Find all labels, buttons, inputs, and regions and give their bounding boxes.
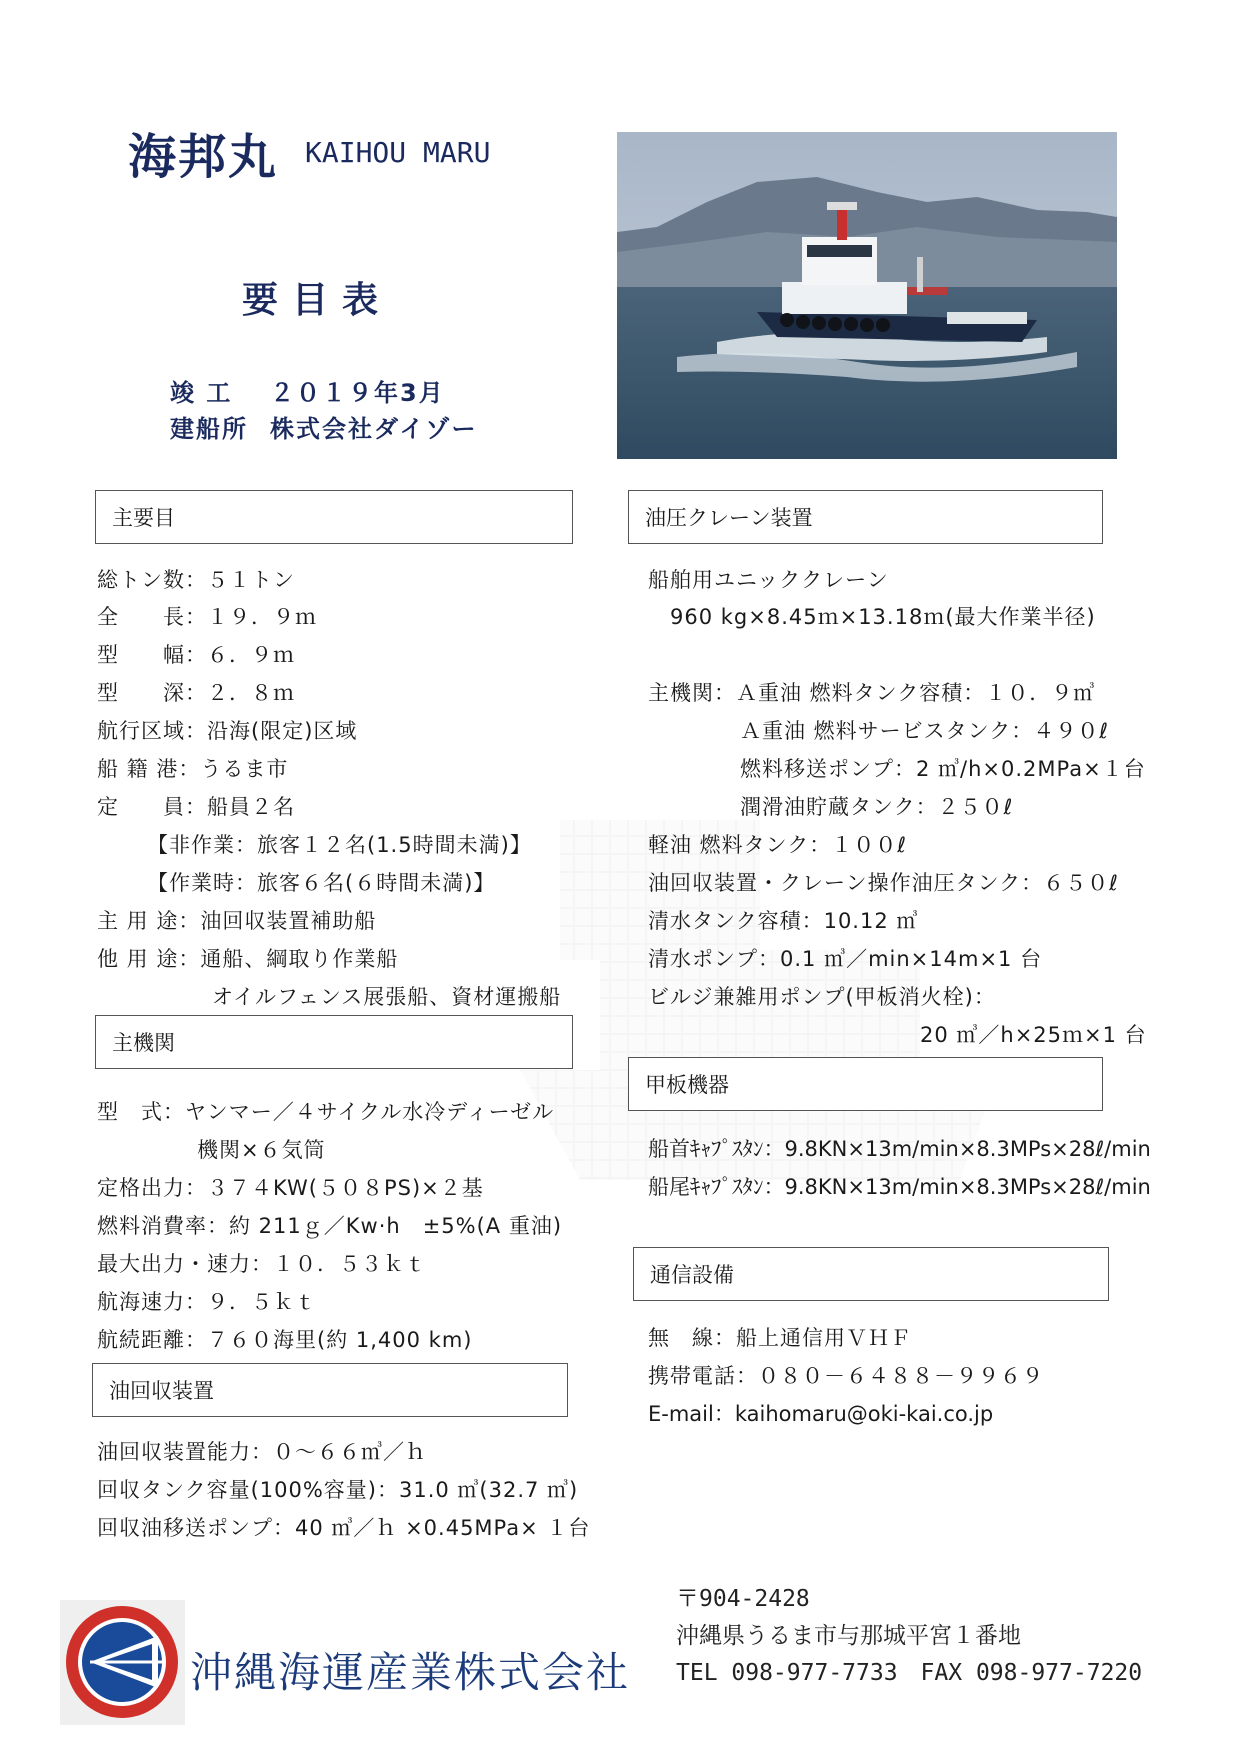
engine-line: 航海速力：９．５ｋｔ	[97, 1290, 317, 1314]
deck-line: 船尾ｷｬﾌﾟｽﾀﾝ：9.8KN×13m/min×8.3MPs×28ℓ/min	[648, 1175, 1151, 1199]
main-spec-line: 【非作業：旅客１２名(1.5時間未満)】	[147, 833, 532, 857]
crane-line: 清水ポンプ：0.1 ㎥／min×14m×1 台	[648, 947, 1043, 971]
section-heading-main-engine	[95, 1015, 573, 1069]
section-heading-deck	[628, 1057, 1103, 1111]
document-title: 要目表	[242, 280, 393, 321]
completion-value: ２０１９年3月	[270, 379, 445, 407]
main-specs-heading-text: 主要目	[112, 506, 175, 530]
crane-line: 軽油 燃料タンク：１００ℓ	[648, 833, 907, 857]
engine-line: 定格出力：３７４KW(５０８PS)×２基	[97, 1176, 484, 1200]
main-spec-line: 主 用 途：油回収装置補助船	[97, 909, 377, 933]
engine-line: 最大出力・速力：１０．５３ｋｔ	[97, 1252, 427, 1276]
engine-line: 航続距離：７６０海里(約 1,400 km)	[97, 1328, 473, 1352]
company-name: 沖縄海運産業株式会社	[190, 1648, 631, 1697]
crane-line: 960 kg×8.45ｍ×13.18ｍ(最大作業半径)	[670, 605, 1096, 629]
oil-recovery-line: 油回収装置能力：０～６６㎥／ｈ	[97, 1440, 427, 1464]
engine-line: 型 式：ヤンマー／４サイクル水冷ディーゼル	[97, 1100, 555, 1124]
company-address: 沖縄県うるま市与那城平宮１番地	[676, 1623, 1021, 1649]
crane-line: 清水タンク容積：10.12 ㎥	[648, 909, 919, 933]
crane-line: 20 ㎥／h×25ｍ×1 台	[920, 1023, 1147, 1047]
main-engine-heading-text: 主機関	[112, 1031, 175, 1055]
section-heading-oil-recovery	[92, 1363, 568, 1417]
crane-line: 潤滑油貯蔵タンク：２５０ℓ	[740, 795, 1014, 819]
oil-recovery-heading-text: 油回収装置	[109, 1379, 214, 1403]
completion-label: 竣 工	[170, 379, 233, 407]
company-phone-fax: TEL 098-977-7733 FAX 098-977-7220	[676, 1660, 1143, 1686]
main-spec-line: 全 長：１９．９ｍ	[97, 605, 317, 629]
section-heading-crane	[628, 490, 1103, 544]
builder-label: 建船所	[170, 415, 248, 443]
ship-name-en: KAIHOU MARU	[305, 136, 491, 169]
comms-email[interactable]: E-mail：kaihomaru@oki-kai.co.jp	[648, 1402, 994, 1426]
main-spec-line: オイルフェンス展張船、資材運搬船	[212, 985, 562, 1009]
crane-line: 燃料移送ポンプ：2 ㎥/h×0.2MPa×１台	[740, 757, 1146, 781]
main-spec-line: 総トン数：５１トン	[97, 568, 295, 592]
ship-name-jp: 海邦丸	[128, 129, 279, 185]
comms-line: 無 線：船上通信用ＶＨＦ	[648, 1326, 912, 1350]
oil-recovery-line: 回収タンク容量(100%容量)：31.0 ㎥(32.7 ㎥)	[97, 1478, 579, 1502]
main-spec-line: 他 用 途：通船、綱取り作業船	[97, 947, 399, 971]
comms-line: 携帯電話：０８０－６４８８－９９６９	[648, 1364, 1044, 1388]
oil-recovery-line: 回収油移送ポンプ：40 ㎥／ｈ ×0.45MPa× １台	[97, 1516, 591, 1540]
builder-value: 株式会社ダイゾー	[270, 415, 478, 443]
comms-heading-text: 通信設備	[650, 1263, 734, 1287]
main-spec-line: 船 籍 港：うるま市	[97, 757, 289, 781]
crane-line: 油回収装置・クレーン操作油圧タンク：６５０ℓ	[648, 871, 1119, 895]
postal-code: 〒904-2428	[676, 1586, 810, 1612]
crane-line: Ａ重油 燃料サービスタンク：４９０ℓ	[740, 719, 1109, 743]
deck-heading-text: 甲板機器	[645, 1073, 729, 1097]
ship-photo-image	[617, 132, 1117, 459]
engine-line: 燃料消費率：約 211ｇ／Kw·h ±5%(A 重油)	[97, 1214, 563, 1238]
engine-line: 機関×６気筒	[197, 1138, 326, 1162]
main-spec-line: 型 幅：６．９ｍ	[97, 643, 295, 667]
section-heading-comms	[633, 1247, 1109, 1301]
crane-line: ビルジ兼雑用ポンプ(甲板消火栓)：	[648, 985, 996, 1009]
main-spec-line: 定 員：船員２名	[97, 795, 295, 819]
deck-line: 船首ｷｬﾌﾟｽﾀﾝ：9.8KN×13m/min×8.3MPs×28ℓ/min	[648, 1137, 1151, 1161]
main-spec-line: 【作業時：旅客６名(６時間未満)】	[147, 871, 496, 895]
crane-line: 主機関：Ａ重油 燃料タンク容積：１０．９㎥	[648, 681, 1096, 705]
main-spec-line: 型 深：２．８ｍ	[97, 681, 295, 705]
section-heading-main-specs	[95, 490, 573, 544]
crane-heading-text: 油圧クレーン装置	[645, 506, 813, 530]
ship-photo	[617, 132, 1117, 459]
main-spec-line: 航行区域：沿海(限定)区域	[97, 719, 358, 743]
crane-line: 船舶用ユニッククレーン	[648, 568, 889, 592]
company-logo	[60, 1600, 185, 1725]
build-info	[170, 375, 478, 447]
